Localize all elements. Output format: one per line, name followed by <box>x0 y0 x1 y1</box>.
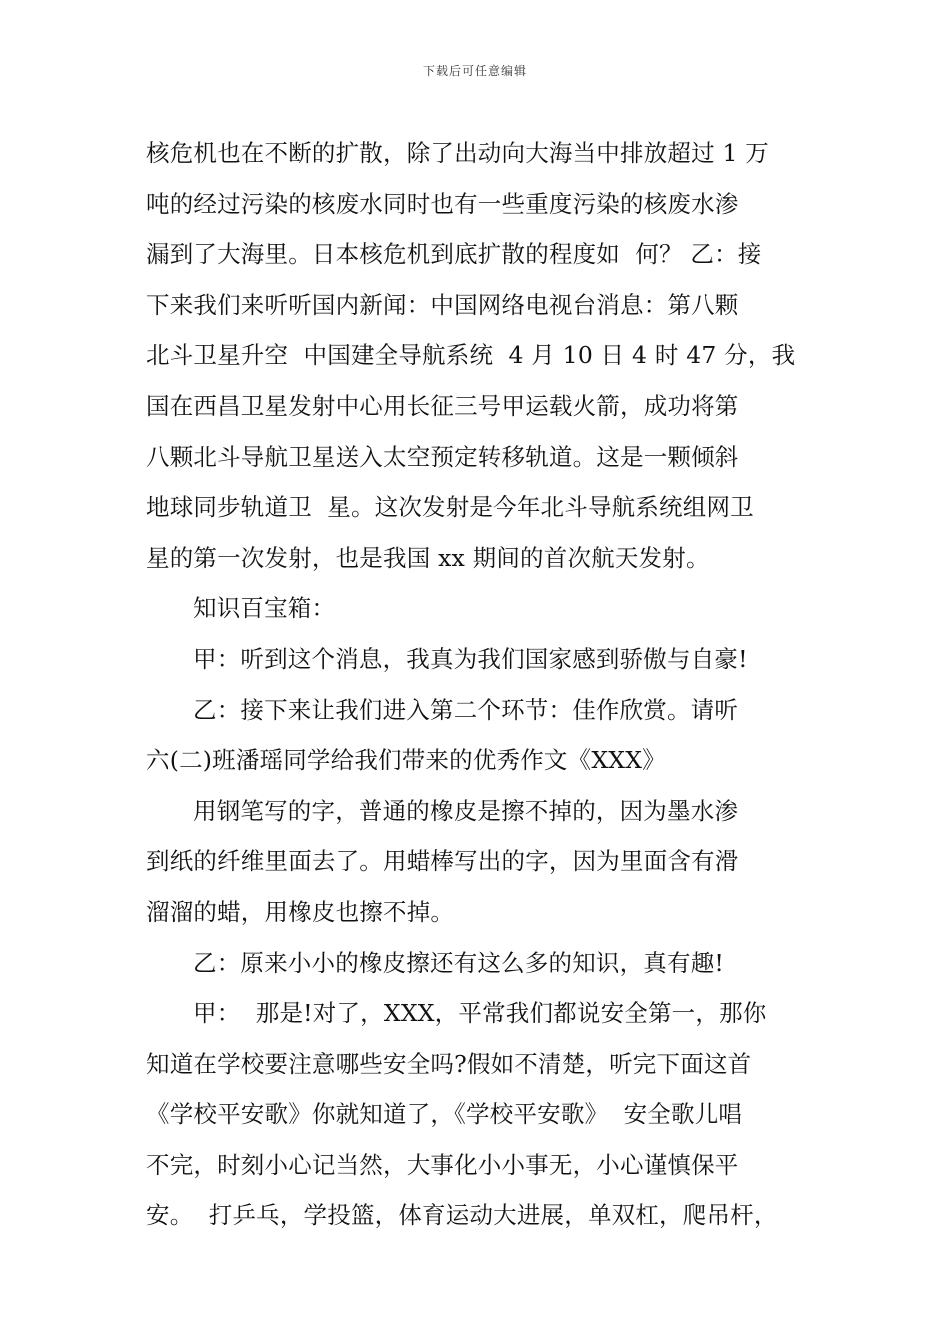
text-line: 《学校平安歌》你就知道了，《学校平安歌》 安全歌儿唱 <box>146 1100 743 1129</box>
text-line: 到纸的纤维里面去了。用蜡棒写出的字，因为里面含有滑 <box>146 847 739 876</box>
text-line: 核危机也在不断的扩散，除了出动向大海当中排放超过 1 万 <box>146 139 769 167</box>
paragraph-speaker-yi-interesting <box>146 938 822 989</box>
paragraph-knowledge-box-heading <box>146 583 822 634</box>
text-line: 国在西昌卫星发射中心用长征三号甲运载火箭，成功将第 <box>146 391 739 420</box>
paragraph-nuclear-and-satellite-news <box>146 128 822 583</box>
text-line: 星的第一次发射，也是我国 xx 期间的首次航天发射。 <box>146 543 710 572</box>
text-line: 六(二)班潘瑶同学给我们带来的优秀作文《XXX》 <box>146 746 666 775</box>
text-line: 乙：接下来让我们进入第二个环节：佳作欣赏。请听 <box>193 695 739 724</box>
paragraph-speaker-jia-pride <box>146 634 822 685</box>
text-line: 知识百宝箱： <box>193 594 336 623</box>
document-body <box>146 128 822 1241</box>
text-line: 不完，时刻小心记当然，大事化小小事无，小心谨慎保平 <box>146 1150 739 1179</box>
text-line: 知道在学校要注意哪些安全吗?假如不清楚，听完下面这首 <box>146 1049 752 1078</box>
text-line: 吨的经过污染的核废水同时也有一些重度污染的核废水渗 <box>146 189 739 218</box>
text-line: 八颗北斗导航卫星送入太空预定转移轨道。这是一颗倾斜 <box>146 442 739 471</box>
text-line: 用钢笔写的字，普通的橡皮是擦不掉的，因为墨水渗 <box>193 796 739 825</box>
paragraph-speaker-jia-safety-song <box>146 988 822 1241</box>
text-line: 甲： 那是!对了，XXX，平常我们都说安全第一，那你 <box>193 999 767 1028</box>
text-line: 地球同步轨道卫 星。这次发射是今年北斗导航系统组网卫 <box>146 493 754 522</box>
paragraph-eraser-knowledge <box>146 786 822 938</box>
text-line: 漏到了大海里。日本核危机到底扩散的程度如 何？ 乙：接 <box>146 240 762 269</box>
text-line: 下来我们来听听国内新闻：中国网络电视台消息：第八颗 <box>146 290 739 319</box>
text-line: 北斗卫星升空 中国建全导航系统 4 月 10 日 4 时 47 分，我 <box>146 341 796 370</box>
page-header: 下载后可任意编辑 <box>422 64 527 78</box>
text-line: 安。 打乒乓，学投篮，体育运动大进展，单双杠，爬吊杆， <box>146 1201 778 1230</box>
text-line: 甲：听到这个消息，我真为我们国家感到骄傲与自豪! <box>193 644 748 673</box>
text-line: 乙：原来小小的橡皮擦还有这么多的知识，真有趣! <box>193 948 725 977</box>
paragraph-speaker-yi-essay-intro <box>146 685 822 786</box>
text-line: 溜溜的蜡，用橡皮也擦不掉。 <box>146 897 455 926</box>
